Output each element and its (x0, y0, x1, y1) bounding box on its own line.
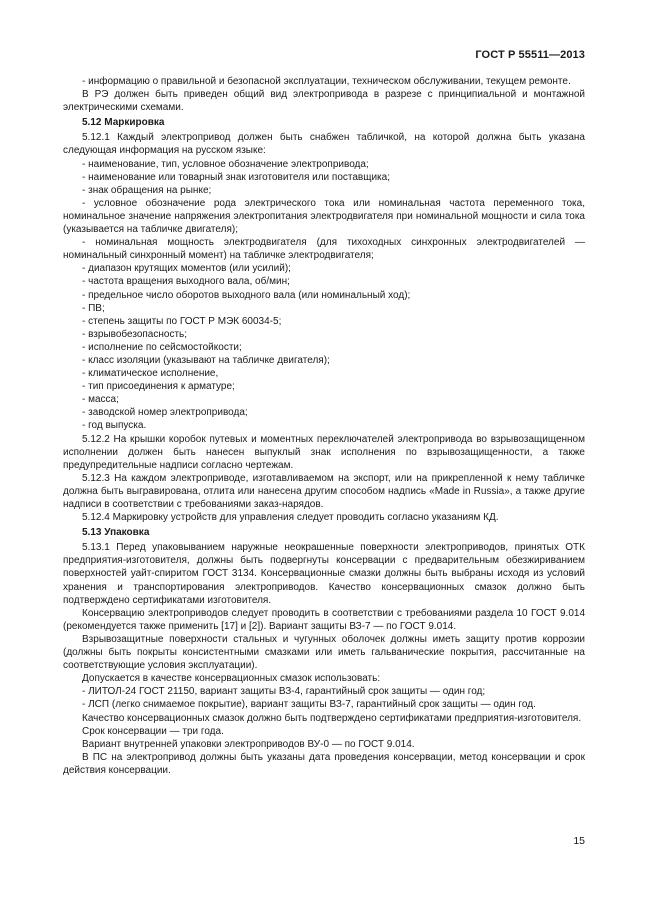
paragraph: В РЭ должен быть приведен общий вид электропривода в разрезе с принципиальной и монтажной электрическими схемами. (63, 89, 585, 114)
list-item: - заводской номер электропривода; (82, 407, 248, 419)
paragraph: 5.12.2 На крышки коробок путевых и моментных переключателей электропривода во взрывозащищенном исполнении должен быть нанесен выпуклый знак исполнения по взрывозащищенности, а также предупредительные надписи согласно чертежам. (63, 433, 585, 471)
list-item: - предельное число оборотов выходного вала (или номинальный ход); (82, 289, 411, 301)
paragraph: В ПС на электропривод должны быть указаны дата проведения консервации, метод консервации и срок действия консервации. (63, 751, 585, 776)
list-item: - ЛСП (легко снимаемое покрытие), вариант защиты ВЗ-7, гарантийный срок защиты — один год. (82, 699, 536, 711)
paragraph: - информацию о правильной и безопасной эксплуатации, техническом обслуживании, текущем ремонте. (82, 76, 571, 87)
document-header-title: ГОСТ Р 55511—2013 (475, 49, 585, 61)
list-item: - класс изоляции (указывают на табличке двигателя); (82, 354, 330, 366)
paragraph: Консервацию электроприводов следует проводить в соответствии с требованиями раздела 10 ГОСТ 9.014 (рекомендуется также применить [17] и [2]). Вариант защиты ВЗ-7 — по ГОСТ 9.014. (63, 607, 585, 632)
paragraph: 5.12.4 Маркировку устройств для управления следует проводить согласно указаниям КД. (82, 512, 499, 524)
list-item: - степень защиты по ГОСТ Р МЭК 60034-5; (82, 315, 282, 327)
paragraph: - номинальная мощность электродвигателя (для тихоходных синхронных электродвигателей — номинальный синхронный момент) на табличке электродвигателя; (63, 237, 585, 262)
list-item: - ПВ; (82, 302, 105, 314)
list-item: Срок консервации — три года. (82, 725, 224, 737)
list-item: - наименование, тип, условное обозначение электропривода; (82, 158, 369, 170)
list-item: - наименование или товарный знак изготовителя или поставщика; (82, 171, 390, 183)
list-item: - взрывобезопасность; (82, 328, 188, 340)
list-item: - исполнение по сейсмостойкости; (82, 341, 242, 353)
section-heading: 5.13 Упаковка (82, 527, 150, 539)
paragraph: 5.12.3 На каждом электроприводе, изготавливаемом на экспорт, или на прикрепленной к нему табличке должна быть выгравирована, отлита или нанесена другим способом надпись «Made in Russia», а также другие надписи в соответствии с требованиями заказ-нарядов. (63, 472, 585, 510)
list-item: - климатическое исполнение, (82, 368, 219, 380)
list-item: Допускается в качестве консервационных смазок использовать: (82, 673, 381, 685)
page-number: 15 (573, 835, 585, 847)
list-item: - год выпуска. (82, 420, 147, 432)
list-item: - частота вращения выходного вала, об/мин; (82, 276, 290, 288)
section-heading: 5.12 Маркировка (82, 117, 165, 129)
list-item: - ЛИТОЛ-24 ГОСТ 21150, вариант защиты ВЗ-4, гарантийный срок защиты — один год; (82, 686, 486, 698)
paragraph: 5.12.1 Каждый электропривод должен быть снабжен табличкой, на которой должна быть указана следующая информация на русском языке: (63, 132, 585, 157)
paragraph: 5.13.1 Перед упаковыванием наружные неокрашенные поверхности электроприводов, принятых ОТК предприятия-изготовителя, должны быть подвергнуты консервации с предварительным обезжириванием поверхностей уайт-спиритом ГОСТ 3134. Консервационные смазки должны быть выбраны исходя из условий хранения и транспортирования электроприводов. Качество консервационных смазок должно быть подтверждено сертификатами изготовителя. (63, 542, 585, 606)
list-item: - диапазон крутящих моментов (или усилий); (82, 263, 291, 275)
list-item: - масса; (82, 394, 119, 406)
document-body (63, 75, 585, 777)
list-item: - тип присоединения к арматуре; (82, 381, 235, 393)
paragraph: - условное обозначение рода электрического тока или номинальная частота переменного тока, номинальное значение напряжения электропитания электродвигателя при номинальной мощности и сила тока (указывается на табличке двигателя); (63, 197, 585, 236)
list-item: - знак обращения на рынке; (82, 184, 212, 196)
list-item: Вариант внутренней упаковки электроприводов ВУ-0 — по ГОСТ 9.014. (82, 738, 415, 750)
paragraph: Качество консервационных смазок должно быть подтверждено сертификатами предприятия-изготовителя. (82, 712, 582, 724)
paragraph: Взрывозащитные поверхности стальных и чугунных оболочек должны иметь защиту против коррозии (должны быть покрыты консистентными смазками или иметь гальванические покрытия, рассчитанные на соответствующие условия эксплуатации). (63, 633, 585, 672)
